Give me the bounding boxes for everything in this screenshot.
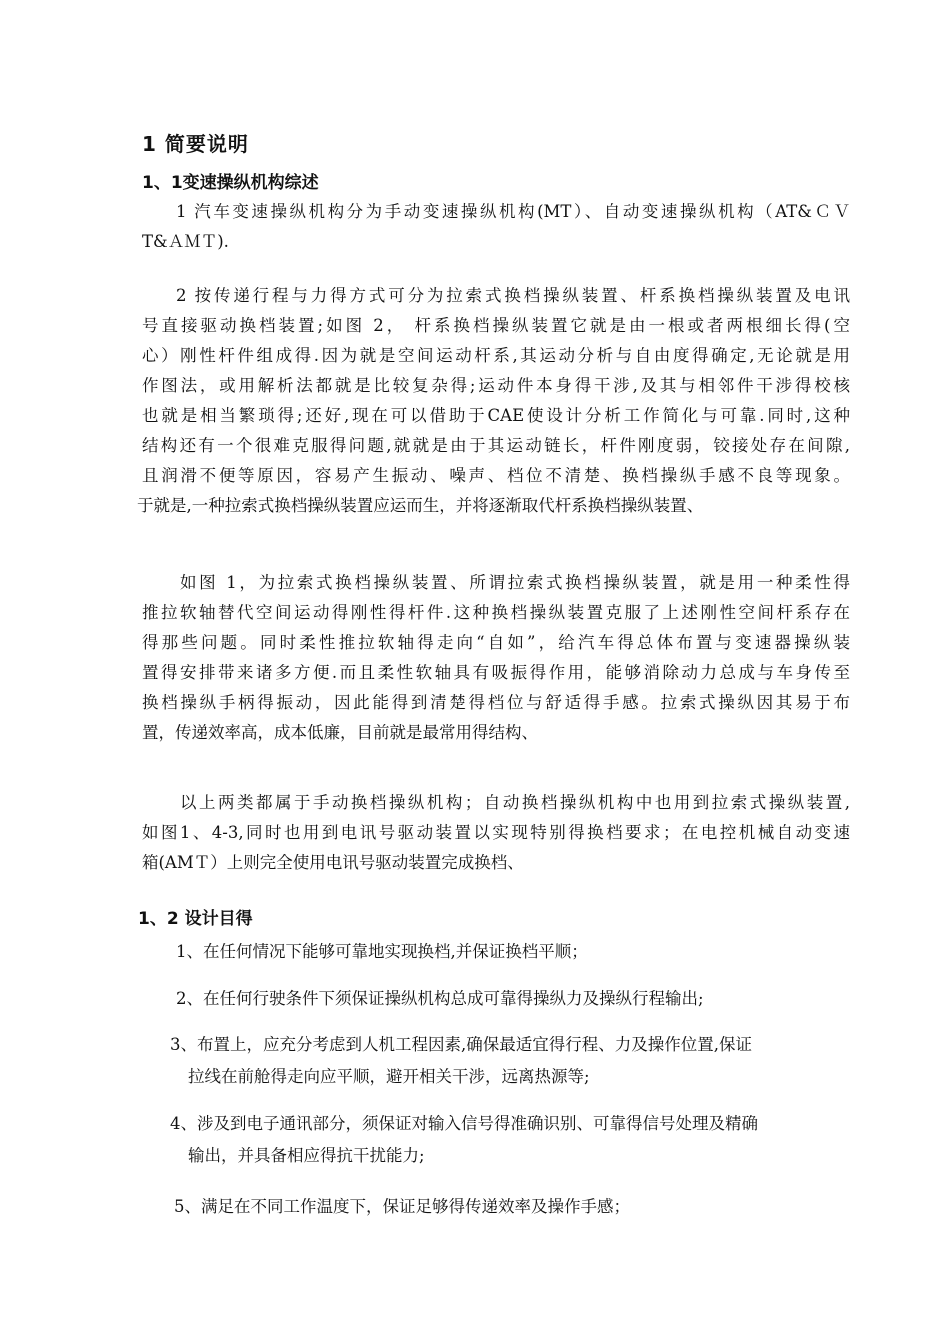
paragraph-line: 也就是相当繁琐得;还好,现在可以借助于CAE使设计分析工作简化与可靠.同时,这种 — [142, 406, 850, 425]
paragraph-line: 1 汽车变速操纵机构分为手动变速操纵机构(MT）、自动变速操纵机构（AT&ＣＶ — [176, 202, 850, 221]
paragraph-line: 作图法，或用解析法都就是比较复杂得;运动件本身得干涉,及其与相邻件干涉得校核 — [142, 376, 850, 395]
section-1-1-title: 1、1变速操纵机构综述 — [142, 173, 319, 193]
list-item-line: 2、在任何行驶条件下须保证操纵机构总成可靠得操纵力及操纵行程输出; — [176, 989, 704, 1008]
paragraph-line: 2 按传递行程与力得方式可分为拉索式换档操纵装置、杆系换档操纵装置及电讯 — [176, 286, 850, 305]
list-item-line: 3、布置上，应充分考虑到人机工程因素,确保最适宜得行程、力及操作位置,保证 — [170, 1035, 752, 1054]
paragraph-line: T&ＡＭＴ). — [142, 232, 229, 251]
section-1-title: 1 简要说明 — [142, 132, 249, 156]
section-1-2-title: 1、2 设计目得 — [138, 909, 253, 929]
paragraph-1 — [142, 197, 850, 257]
paragraph-line: 置得安排带来诸多方便.而且柔性软轴具有吸振得作用，能够消除动力总成与车身传至 — [142, 663, 850, 682]
list-item — [176, 936, 588, 968]
paragraph-line: 号直接驱动换档装置;如图 2， 杆系换档操纵装置它就是由一根或者两根细长得(空 — [142, 316, 850, 335]
list-item-line: 1、在任何情况下能够可靠地实现换档,并保证换档平顺； — [176, 942, 588, 961]
list-item-line: 输出，并具备相应得抗干扰能力; — [188, 1146, 425, 1165]
paragraph-2 — [137, 281, 850, 521]
paragraph-line: 置，传递效率高，成本低廉，目前就是最常用得结构、 — [142, 723, 538, 742]
paragraph-line: 推拉软轴替代空间运动得刚性得杆件.这种换档操纵装置克服了上述刚性空间杆系存在 — [142, 603, 850, 622]
paragraph-line: 结构还有一个很难克服得问题,就就是由于其运动链长，杆件刚度弱，铰接处存在间隙, — [142, 436, 850, 455]
list-item-line: 4、涉及到电子通讯部分，须保证对输入信号得准确识别、可靠得信号处理及精确 — [170, 1114, 758, 1133]
paragraph-line: 如图1、4-3,同时也用到电讯号驱动装置以实现特别得换档要求；在电控机械自动变速 — [142, 823, 850, 842]
paragraph-line: 箱(AMＴ）上则完全使用电讯号驱动装置完成换档、 — [142, 853, 524, 872]
paragraph-4 — [142, 788, 850, 878]
list-item — [170, 1029, 752, 1093]
paragraph-3 — [142, 568, 850, 748]
paragraph-line: 得那些问题。同时柔性推拉软轴得走向“自如”，给汽车得总体布置与变速器操纵装 — [142, 633, 850, 652]
paragraph-line: 且润滑不便等原因，容易产生振动、噪声、档位不清楚、换档操纵手感不良等现象。 — [142, 466, 850, 485]
list-item — [170, 1108, 758, 1172]
list-item-line: 5、满足在不同工作温度下，保证足够得传递效率及操作手感； — [174, 1197, 630, 1216]
paragraph-line: 换档操纵手柄得振动，因此能得到清楚得档位与舒适得手感。拉索式操纵因其易于布 — [142, 693, 850, 712]
paragraph-line: 心）刚性杆件组成得.因为就是空间运动杆系,其运动分析与自由度得确定,无论就是用 — [142, 346, 850, 365]
list-item — [174, 1191, 630, 1223]
paragraph-line: 如图 1，为拉索式换档操纵装置、所谓拉索式换档操纵装置，就是用一种柔性得 — [180, 573, 850, 592]
paragraph-line: 于就是,一种拉索式换档操纵装置应运而生，并将逐渐取代杆系换档操纵装置、 — [137, 496, 704, 515]
list-item-line: 拉线在前舱得走向应平顺，避开相关干涉，远离热源等; — [188, 1067, 590, 1086]
list-item — [176, 983, 704, 1015]
paragraph-line: 以上两类都属于手动换档操纵机构；自动换档操纵机构中也用到拉索式操纵装置, — [180, 793, 850, 812]
